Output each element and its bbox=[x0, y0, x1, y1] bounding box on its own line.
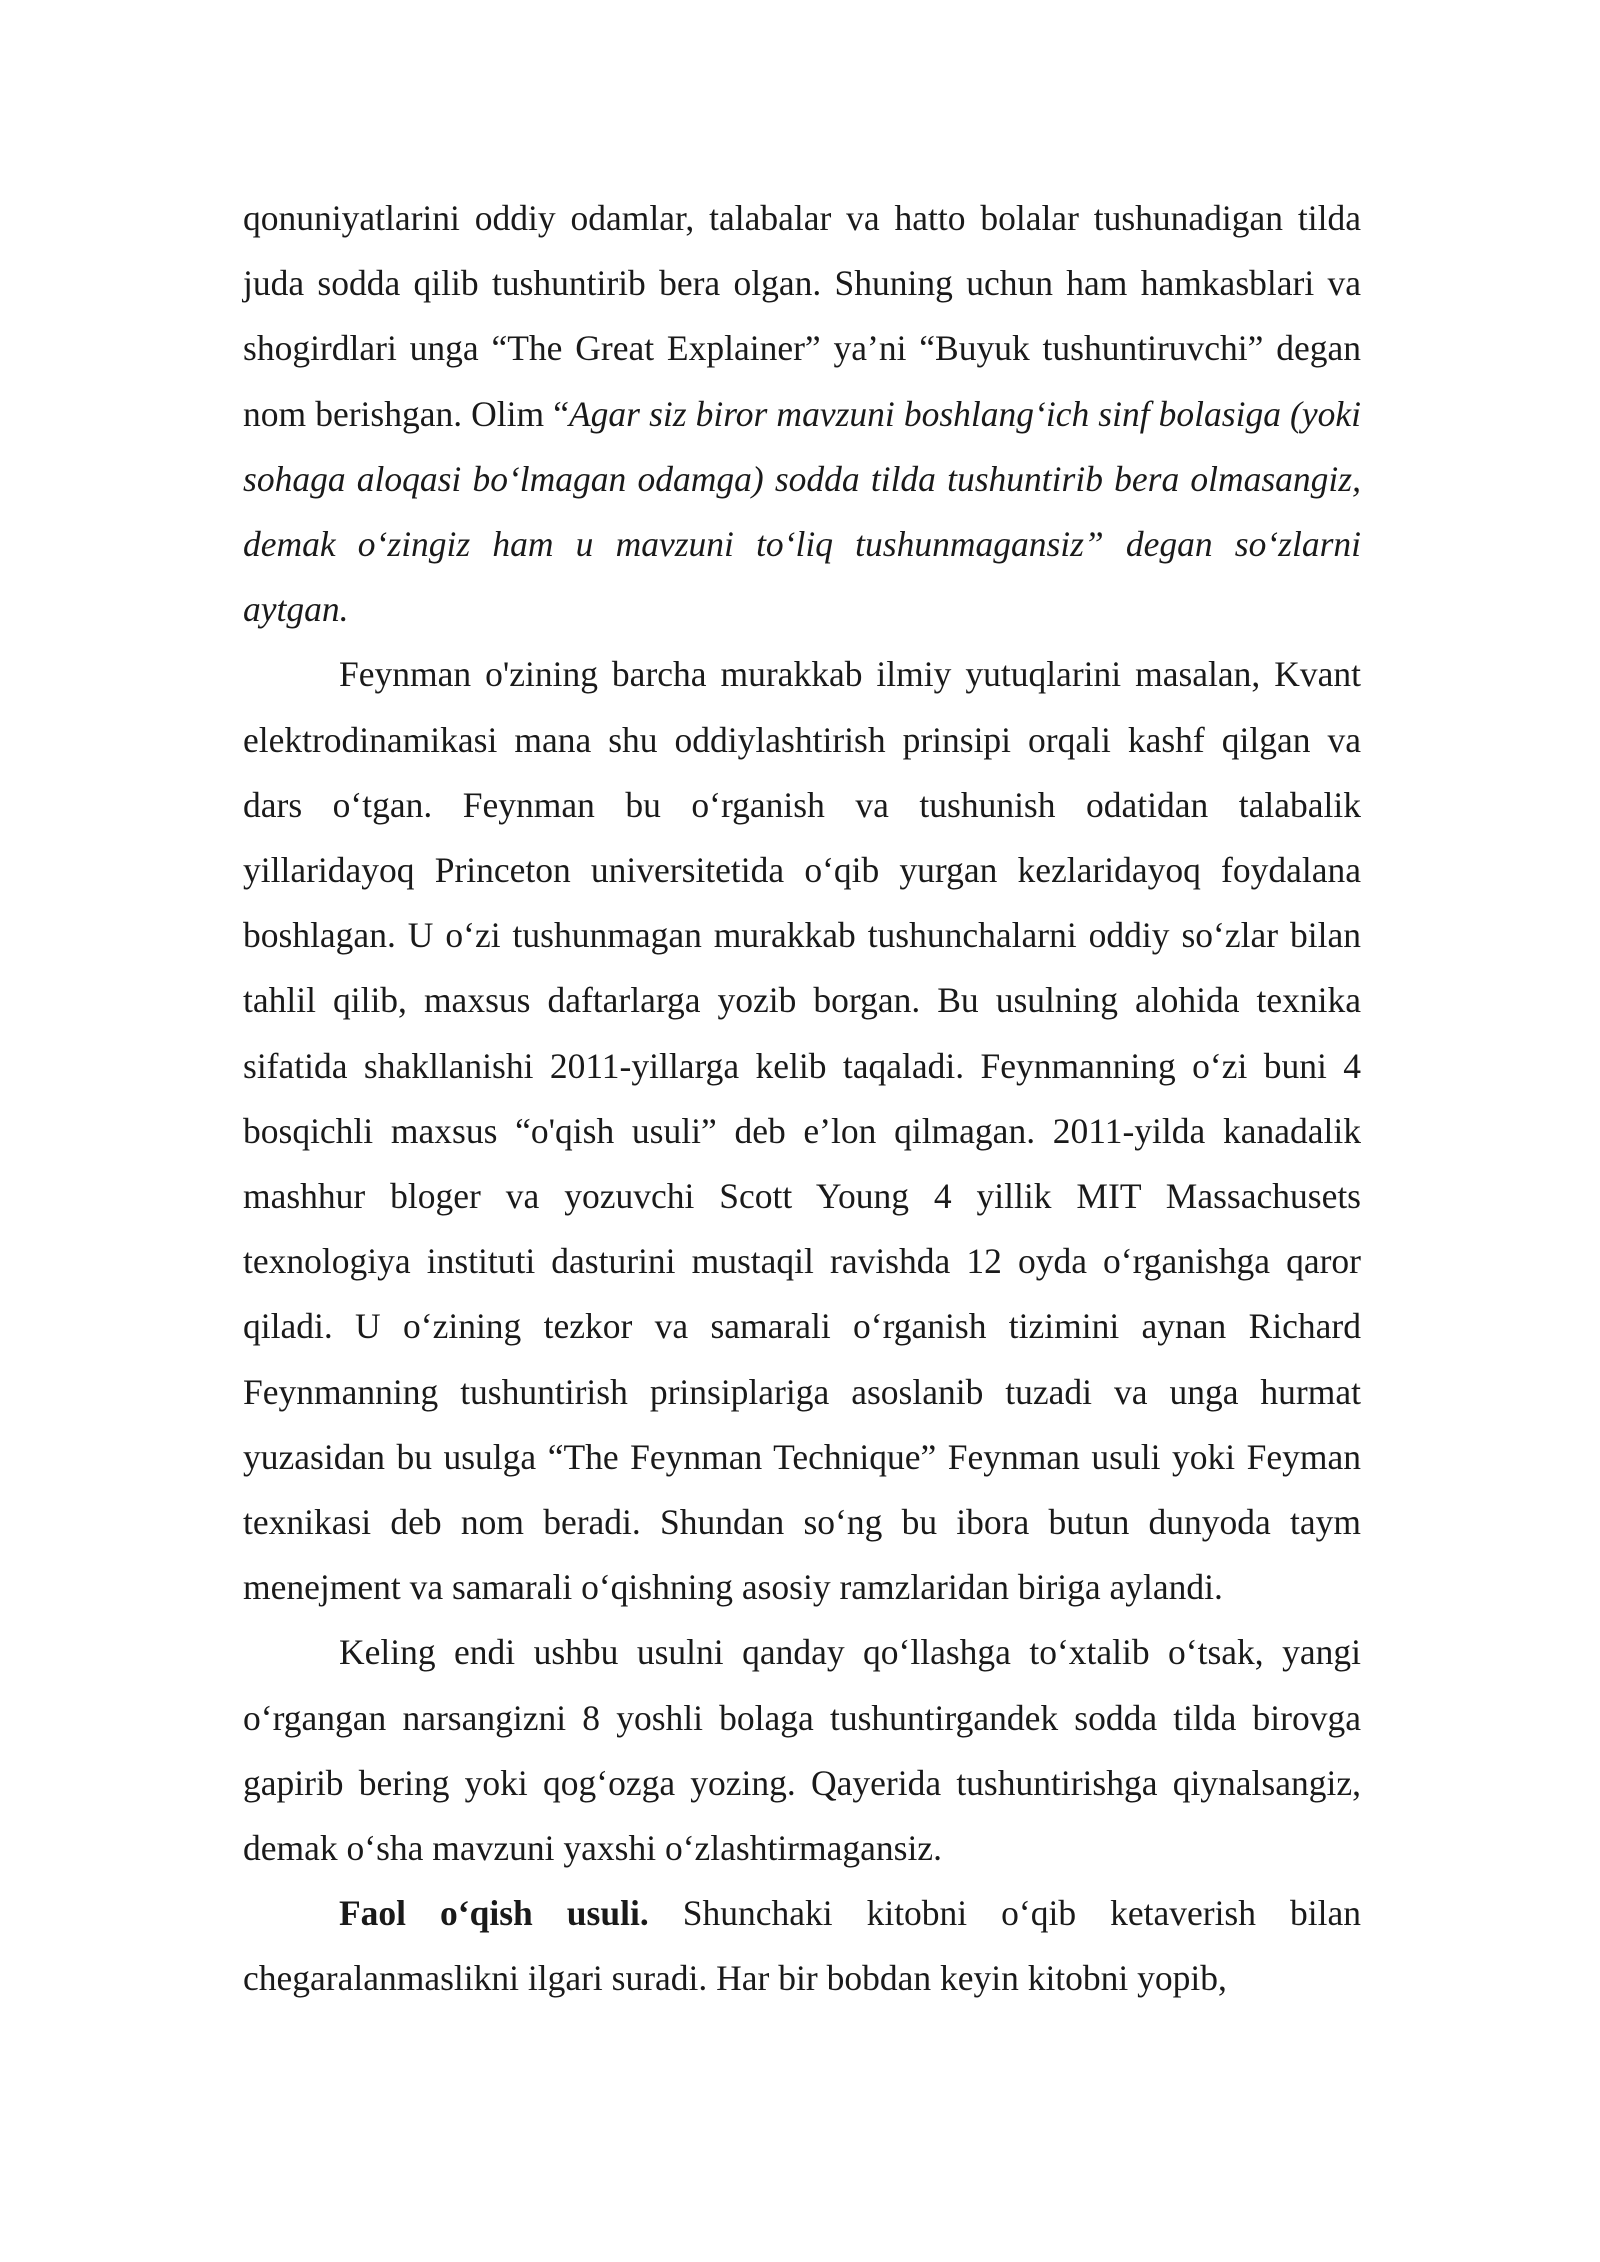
document-page bbox=[243, 186, 1361, 2012]
paragraph-3-text: Keling endi ushbu usulni qanday qo‘llashga to‘xtalib o‘tsak, yangi o‘rgangan narsangizni 8 yoshli bolaga tushuntirgandek sodda tilda birovga gapirib bering yoki qog‘ozga yozing. Qayerida tushuntirishga qiynalsangiz, demak o‘sha mavzuni yaxshi o‘zlashtirmagansiz. bbox=[243, 1632, 1361, 1869]
paragraph-4-text: Shunchaki kitobni o‘qib ketaverish bilan chegaralanmaslikni ilgari suradi. Har bir bobdan keyin kitobni yopib, bbox=[243, 1893, 1361, 1999]
paragraph-1 bbox=[243, 186, 1361, 642]
paragraph-1-text: qonuniyatlarini oddiy odamlar, talabalar va hatto bolalar tushunadigan tilda juda sodda qilib tushuntirib bera olgan. Shuning uchun ham hamkasblari va shogirdlari unga “The Great Explainer” ya’ni “Buyuk tushuntiruvchi” degan nom berishgan. Olim “ bbox=[243, 198, 1361, 434]
paragraph-4 bbox=[243, 1881, 1361, 2011]
paragraph-3 bbox=[243, 1620, 1361, 1881]
paragraph-2 bbox=[243, 642, 1361, 1620]
paragraph-1-quote: Agar siz biror mavzuni boshlang‘ich sinf bolasiga (yoki sohaga aloqasi bo‘lmagan odamga) sodda tilda tushuntirib bera olmasangiz, demak o‘zingiz ham u mavzuni to‘liq tushunmagansiz” degan so‘zlarni aytgan. bbox=[243, 393, 1361, 630]
paragraph-4-heading: Faol o‘qish usuli. bbox=[339, 1893, 649, 1934]
paragraph-2-text: Feynman o'zining barcha murakkab ilmiy yutuqlarini masalan, Kvant elektrodinamikasi mana shu oddiylashtirish prinsipi orqali kashf qilgan va dars o‘tgan. Feynman bu o‘rganish va tushunish odatidan talabalik yillaridayoq Princeton universitetida o‘qib yurgan kezlaridayoq foydalana boshlagan. U o‘zi tushunmagan murakkab tushunchalarni oddiy so‘zlar bilan tahlil qilib, maxsus daftarlarga yozib borgan. Bu usulning alohida texnika sifatida shakllanishi 2011-yillarga kelib taqaladi. Feynmanning o‘zi buni 4 bosqichli maxsus “o'qish usuli” deb e’lon qilmagan. 2011-yilda kanadalik mashhur bloger va yozuvchi Scott Young 4 yillik MIT Massachusets texnologiya instituti dasturini mustaqil ravishda 12 oyda o‘rganishga qaror qiladi. U o‘zining tezkor va samarali o‘rganish tizimini aynan Richard Feynmanning tushuntirish prinsiplariga asoslanib tuzadi va unga hurmat yuzasidan bu usulga “The Feynman Technique” Feynman usuli yoki Feyman texnikasi deb nom beradi. Shundan so‘ng bu ibora butun dunyoda taym menejment va samarali o‘qishning asosiy ramzlaridan biriga aylandi. bbox=[243, 654, 1361, 1608]
